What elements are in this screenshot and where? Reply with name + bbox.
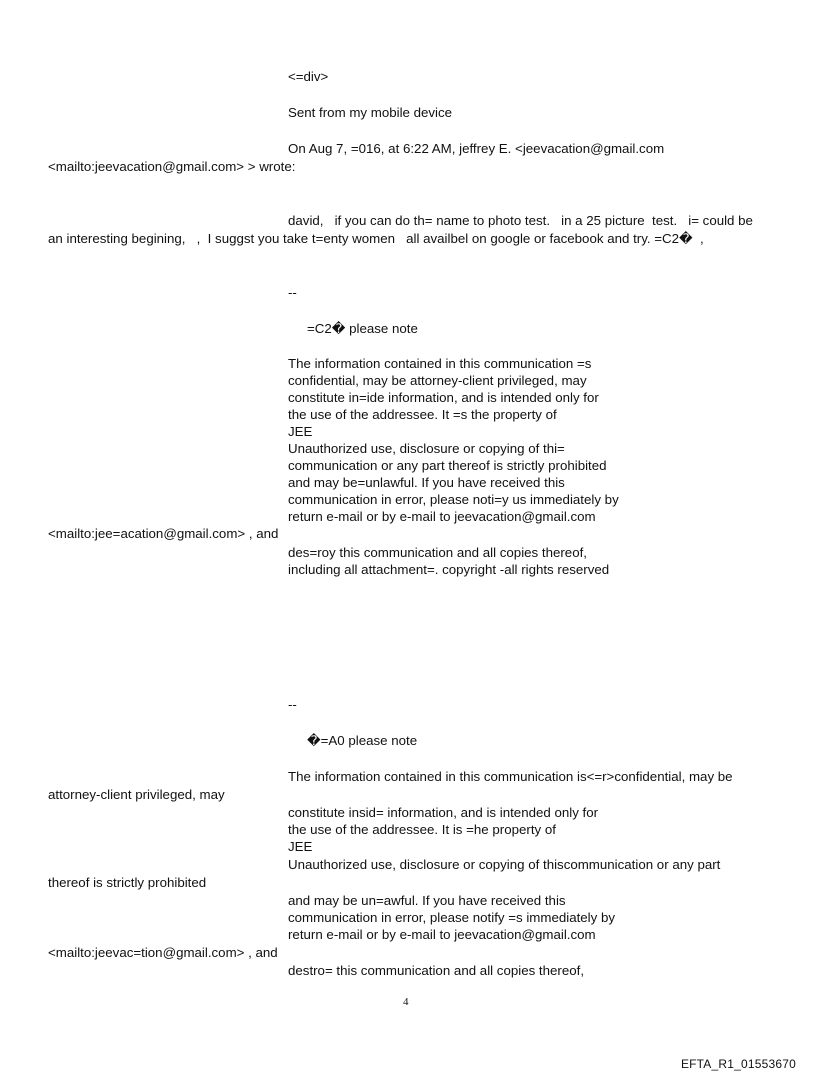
text-line: and may be=unlawful. If you have received this — [288, 475, 565, 490]
text-line: <=div> — [288, 69, 329, 84]
text-line: attorney-client privileged, may — [48, 787, 225, 802]
text-line: <mailto:jeevac=tion@gmail.com> , and — [48, 945, 278, 960]
text-line: JEE — [288, 839, 313, 854]
text-line: communication or any part thereof is strictly prohibited — [288, 458, 607, 473]
text-line: <mailto:jeevacation@gmail.com> > wrote: — [48, 159, 296, 174]
text-line: constitute in=ide information, and is intended only for — [288, 390, 599, 405]
text-line: the use of the addressee. It is =he property of — [288, 822, 556, 837]
text-line: JEE — [288, 424, 313, 439]
document-id: EFTA_R1_01553670 — [680, 1057, 796, 1071]
text-line: <mailto:jee=acation@gmail.com> , and — [48, 526, 279, 541]
text-line: communication in error, please noti=y us immediately by — [288, 492, 619, 507]
text-line: Sent from my mobile device — [288, 105, 453, 120]
signature-separator: -- — [288, 285, 297, 300]
text-line: communication in error, please notify =s immediately by — [288, 910, 616, 925]
text-line: �=A0 please note — [307, 733, 418, 748]
text-line: On Aug 7, =016, at 6:22 AM, jeffrey E. <jeevacation@gmail.com — [288, 141, 665, 156]
text-line: confidential, may be attorney-client privileged, may — [288, 373, 587, 388]
text-line: constitute insid= information, and is intended only for — [288, 805, 599, 820]
text-line: return e-mail or by e-mail to jeevacation@gmail.com — [288, 509, 596, 524]
text-line: and may be un=awful. If you have received this — [288, 893, 566, 908]
page-number: 4 — [403, 996, 409, 1008]
text-line: The information contained in this communication =s — [288, 356, 592, 371]
text-line: =C2� please note — [307, 321, 418, 336]
text-line: des=roy this communication and all copies thereof, — [288, 545, 587, 560]
text-line: Unauthorized use, disclosure or copying of thiscommunication or any part — [288, 857, 721, 872]
text-line: an interesting begining, , I suggst you take t=enty women all availbel on google or facebook and try. =C2� , — [48, 231, 704, 246]
text-line: including all attachment=. copyright -all rights reserved — [288, 562, 610, 577]
text-line: The information contained in this communication is<=r>confidential, may be — [288, 769, 733, 784]
text-line: return e-mail or by e-mail to jeevacation@gmail.com — [288, 927, 596, 942]
text-line: thereof is strictly prohibited — [48, 875, 207, 890]
text-line: the use of the addressee. It =s the property of — [288, 407, 557, 422]
text-line: david, if you can do th= name to photo test. in a 25 picture test. i= could be — [288, 213, 753, 228]
signature-separator: -- — [288, 697, 297, 712]
text-line: Unauthorized use, disclosure or copying of thi= — [288, 441, 565, 456]
text-line: destro= this communication and all copies thereof, — [288, 963, 585, 978]
